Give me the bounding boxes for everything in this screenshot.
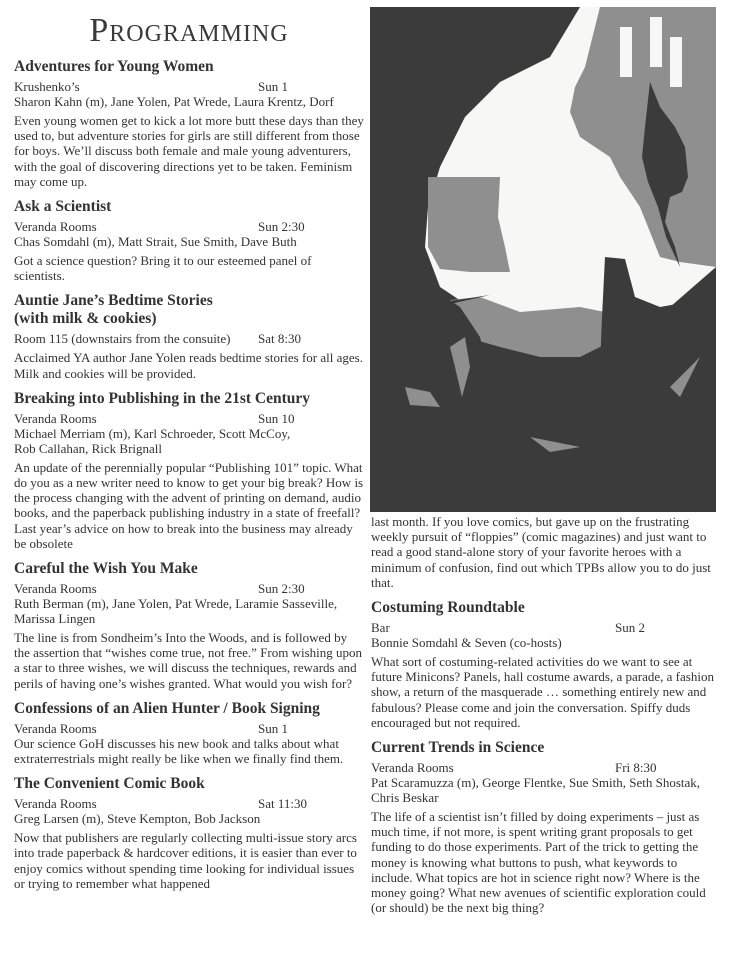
event-panelists: Sharon Kahn (m), Jane Yolen, Pat Wrede, Laura Krentz, Dorf [14, 94, 334, 109]
event-panelists: Greg Larsen (m), Steve Kempton, Bob Jackson [14, 811, 261, 827]
event-location-row [14, 796, 364, 811]
event-panelists: Ruth Berman (m), Jane Yolen, Pat Wrede, Laramie Sasseville, Marissa Lingen [14, 596, 338, 627]
event-room: Krushenko’s [14, 79, 80, 94]
event-location-row [14, 721, 364, 736]
event-title: Auntie Jane’s Bedtime Stories (with milk & cookies) [14, 292, 213, 328]
event-title: Confessions of an Alien Hunter / Book Signing [14, 699, 320, 717]
event-room: Veranda Rooms [371, 760, 454, 776]
event-room: Veranda Rooms [14, 581, 97, 597]
event-the-convenient-comic-book-continued [371, 514, 721, 590]
event-title: Costuming Roundtable [371, 599, 525, 617]
event-confessions-of-an-alien-hunter [14, 700, 364, 766]
event-location-row [14, 219, 364, 234]
event-room: Room 115 (downstairs from the consuite) [14, 331, 231, 347]
event-description: Now that publishers are regularly collecting multi-issue story arcs into trade paperback & hardcover editions, it is easier than ever to enjoy comics without spending time looking for individual issues or trying to remember what happened [14, 830, 357, 891]
event-time: Fri 8:30 [615, 760, 657, 776]
event-room: Veranda Rooms [14, 219, 97, 235]
event-location-row [371, 620, 721, 635]
event-careful-the-wish-you-make [14, 560, 364, 691]
event-breaking-into-publishing [14, 390, 364, 551]
event-panelists: Chas Somdahl (m), Matt Strait, Sue Smith, Dave Buth [14, 234, 297, 250]
event-description: Acclaimed YA author Jane Yolen reads bedtime stories for all ages. Milk and cookies will be provided. [14, 350, 363, 381]
illustration-artwork [370, 7, 716, 512]
left-column [14, 0, 364, 900]
event-ask-a-scientist [14, 198, 364, 283]
event-location-row [14, 79, 364, 94]
event-title: Breaking into Publishing in the 21st Century [14, 389, 310, 407]
event-time: Sun 1 [258, 79, 288, 94]
event-time: Sun 10 [258, 410, 295, 426]
event-title: Ask a Scientist [14, 198, 112, 216]
event-description: Even young women get to kick a lot more butt these days than they used to, but adventure stories for girls are still different from those for boys. We’ll discuss both female and male young adventurers, with the goal of discovering directions yet to be taken. Feminism may come up. [14, 113, 364, 189]
cliff-left [428, 177, 510, 272]
event-location-row [371, 760, 721, 775]
event-panelists: Bonnie Somdahl & Seven (co-hosts) [371, 635, 562, 651]
event-title: Current Trends in Science [371, 739, 545, 757]
event-description: What sort of costuming-related activities do we want to see at future Minicons? Panels, hall costume awards, a parade, a fashion show, a return of the masquerade … something entirely new and fabulous? Please come and join the conversation. Spiffy duds encouraged but not required. [371, 654, 714, 730]
right-column [371, 514, 721, 924]
event-time: Sun 2:30 [258, 581, 305, 597]
event-time: Sun 1 [258, 720, 288, 736]
event-room: Bar [371, 620, 390, 636]
event-description: An update of the perennially popular “Publishing 101” topic. What do you as a new writer need to know to get your big break? How is the process changing with the advent of printing on demand, audio books, and the paperback publishing industry in a state of freefall? Last year’s advice on how to break into the business may already be obsolete [14, 459, 364, 551]
event-time: Sat 11:30 [258, 796, 307, 812]
event-location-row [14, 331, 364, 346]
fantasy-illustration [370, 7, 716, 512]
page-title: Programming [89, 12, 289, 49]
event-the-convenient-comic-book [14, 775, 364, 891]
event-adventures-for-young-women [14, 58, 364, 189]
event-description: Got a science question? Bring it to our esteemed panel of scientists. [14, 253, 312, 284]
event-auntie-janes-bedtime-stories [14, 292, 364, 380]
event-panelists: Pat Scaramuzza (m), George Flentke, Sue Smith, Seth Shostak, Chris Beskar [371, 775, 701, 806]
event-room: Veranda Rooms [14, 410, 97, 426]
event-title: Careful the Wish You Make [14, 560, 198, 578]
event-panelists: Michael Merriam (m), Karl Schroeder, Scott McCoy, Rob Callahan, Rick Brignall [14, 425, 291, 456]
event-location-row [14, 411, 364, 426]
event-time: Sun 2:30 [258, 219, 305, 235]
event-description: The life of a scientist isn’t filled by doing experiments – just as much time, if not more, is spent writing grant proposals to get funding to do those experiments. Part of the trick to getting the money is knowing what buttons to push, what keywords to include. What topics are hot in science right now? Where is the money going? What new avenues of scientific exploration could (or should) be the next big thing? [371, 809, 706, 916]
event-current-trends-in-science [371, 739, 721, 915]
event-description: The line is from Sondheim’s Into the Woods, and is followed by the assertion that “wishes come true, not free.” From wishing upon a star to three wishes, we will discuss the techniques, rewards and perils of having one’s wishes granted. What would you wish for? [14, 630, 363, 691]
event-description-continued: last month. If you love comics, but gave up on the frustrating weekly pursuit of “floppies” (comic magazines) and just want to read a good stand-alone story of your favorite heroes with a minimum of confusion, find out which TPBs allow you to do just that. [371, 514, 711, 590]
event-title: Adventures for Young Women [14, 58, 214, 75]
event-room: Veranda Rooms [14, 796, 97, 812]
event-room: Veranda Rooms [14, 720, 97, 736]
event-time: Sun 2 [615, 620, 645, 636]
event-description: Our science GoH discusses his new book and talks about what extraterrestrials might really be like when we finally find them. [14, 735, 344, 767]
event-title: The Convenient Comic Book [14, 775, 205, 793]
event-time: Sat 8:30 [258, 331, 301, 347]
event-location-row [14, 581, 364, 596]
event-costuming-roundtable [371, 599, 721, 730]
